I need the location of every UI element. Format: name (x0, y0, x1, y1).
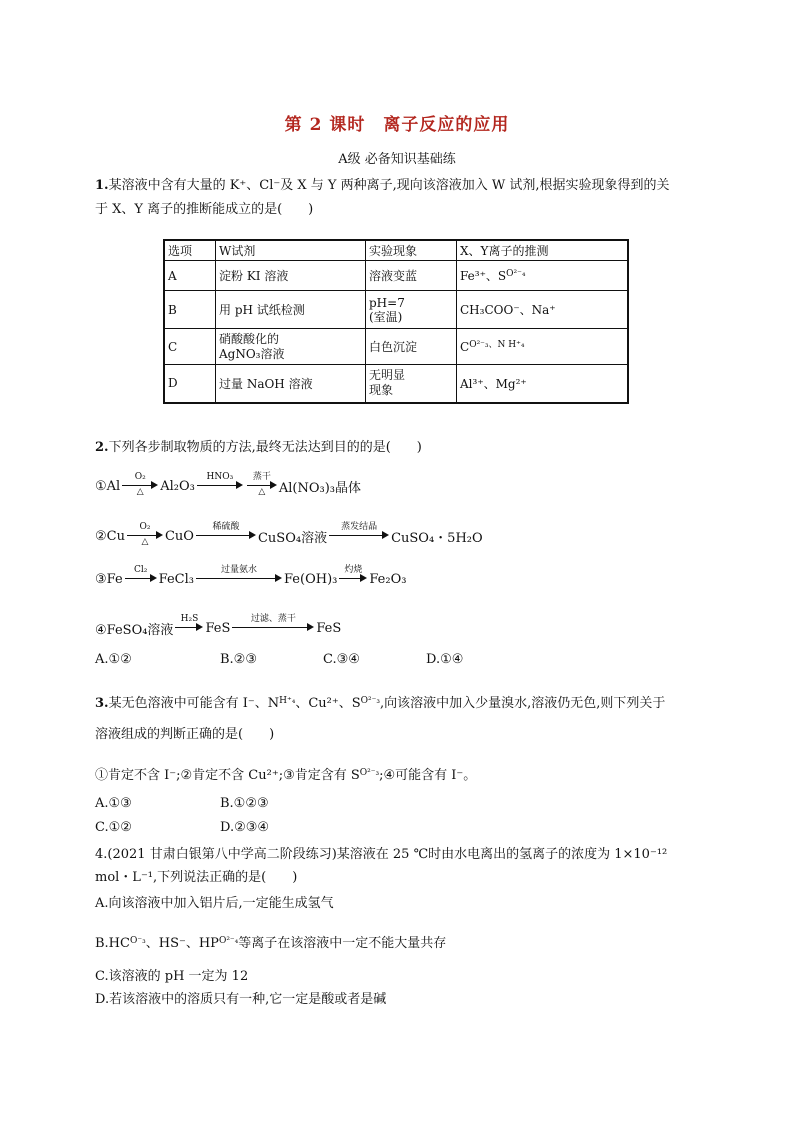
section-heading: A级 必备知识基础练 (338, 152, 456, 167)
arrow-icon (329, 522, 389, 550)
q3-number: 3. (95, 696, 109, 711)
table-cell: 白色沉淀 (366, 329, 457, 365)
table-cell: 用 pH 试纸检测 (216, 291, 366, 329)
q3-statements (95, 764, 476, 783)
ion-superscript: O²⁻₃、N H⁺₄ (469, 339, 525, 350)
table-row (164, 261, 628, 291)
ion-superscript: O²⁻₃ (359, 768, 380, 778)
table-cell: 硝酸酸化的 AgNO₃溶液 (216, 329, 366, 365)
arrow-icon (339, 565, 367, 593)
arrow-condition: Cl₂ (133, 565, 148, 575)
ion-superscript: O²⁻₄ (218, 936, 239, 946)
arrow-condition: 蒸干 (252, 472, 271, 482)
header-cell: 选项 (164, 240, 216, 261)
arrow-icon (122, 472, 158, 500)
table-row (164, 365, 628, 403)
arrow-condition: 稀硫酸 (212, 522, 240, 532)
q3-text: 、Cu²⁺、S (295, 696, 361, 711)
q3-statement-text: ;④可能含有 I⁻。 (379, 768, 477, 783)
ion-text: Fe³⁺、S (460, 269, 507, 283)
table-cell: 溶液变蓝 (366, 261, 457, 291)
arrow-icon (247, 472, 277, 500)
table-cell: pH=7 (室温) (366, 291, 457, 329)
q3-statement-text: ①肯定不含 I⁻;②肯定不含 Cu²⁺;③肯定含有 S (95, 768, 360, 783)
q4-option-text: 、HS⁻、HP (145, 936, 219, 951)
q3-choice-d: D.②③④ (220, 820, 270, 835)
arrow-condition: △ (258, 487, 266, 497)
table-cell: A (164, 261, 216, 291)
q4-option-c: C.该溶液的 pH 一定为 12 (95, 969, 249, 984)
table-cell: 淀粉 KI 溶液 (216, 261, 366, 291)
arrow-condition: 过量氨水 (220, 565, 257, 575)
q1-stem-line2: 于 X、Y 离子的推断能成立的是( ) (95, 202, 314, 217)
reaction-4 (95, 614, 341, 642)
arrow-icon (127, 522, 163, 550)
q2-choice-d: D.①④ (426, 652, 464, 667)
q4-option-a: A.向该溶液中加入铝片后,一定能生成氢气 (95, 896, 334, 911)
q3-stem-line2: 溶液组成的判断正确的是( ) (95, 727, 275, 742)
table-cell (457, 329, 629, 365)
q3-choice-c: C.①② (95, 820, 132, 835)
q4-option-text: 等离子在该溶液中一定不能大量共存 (238, 936, 447, 951)
product: CuSO₄・5H₂O (391, 530, 483, 546)
product: Fe₂O₃ (369, 571, 407, 587)
intermediate: Fe(OH)₃ (284, 571, 338, 587)
table-cell: 无明显 现象 (366, 365, 457, 403)
q2-stem (95, 436, 422, 455)
table-cell: CH₃COO⁻、Na⁺ (457, 291, 629, 329)
arrow-icon (232, 614, 314, 642)
intermediate: Al₂O₃ (160, 478, 195, 494)
q2-choice-b: B.②③ (220, 652, 257, 667)
q1-stem-text1: 某溶液中含有大量的 K⁺、Cl⁻及 X 与 Y 两种离子,现向该溶液加入 W 试剂,根据实验现象得到的关 (108, 178, 670, 193)
arrow-condition: △ (136, 487, 144, 497)
ion-superscript: O²⁻₄ (506, 269, 526, 279)
q1-stem-line1 (95, 174, 670, 193)
q3-text: 某无色溶液中可能含有 I⁻、N (108, 696, 280, 711)
header-cell: W试剂 (216, 240, 366, 261)
q4-stem-line2: mol・L⁻¹,下列说法正确的是( ) (95, 870, 298, 885)
q4-number: 4. (95, 847, 108, 862)
reactant: ①Al (95, 478, 121, 494)
q4-option-b (95, 932, 446, 951)
arrow-condition: 灼烧 (344, 565, 363, 575)
ion-superscript: O²⁻₃ (360, 696, 380, 706)
intermediate: FeCl₃ (158, 571, 194, 587)
table-cell: B (164, 291, 216, 329)
q4-option-d: D.若该溶液中的溶质只有一种,它一定是酸或者是碱 (95, 992, 387, 1007)
table-cell: Al³⁺、Mg²⁺ (457, 365, 629, 403)
q2-number: 2. (95, 440, 109, 455)
table-cell: D (164, 365, 216, 403)
arrow-icon (196, 565, 282, 593)
q4-option-text: B.HC (95, 936, 130, 951)
arrow-icon (175, 614, 203, 642)
intermediate: FeS (205, 620, 231, 636)
arrow-condition: O₂ (139, 522, 151, 532)
arrow-condition: O₂ (134, 472, 146, 482)
arrow-condition: 蒸发结晶 (341, 522, 378, 532)
arrow-condition: H₂S (180, 614, 199, 624)
q4-stem-line1 (95, 843, 667, 862)
q3-choice-a: A.①③ (95, 796, 132, 811)
table-row (164, 329, 628, 365)
q1-options-table (163, 239, 629, 404)
reaction-1 (95, 472, 361, 500)
arrow-condition: △ (141, 537, 149, 547)
q1-number: 1. (95, 178, 109, 193)
arrow-condition: 过滤、蒸干 (250, 614, 296, 624)
intermediate: CuO (164, 528, 194, 544)
header-cell: 实验现象 (366, 240, 457, 261)
arrow-icon (197, 472, 243, 500)
reactant: ②Cu (95, 528, 125, 544)
header-cell: X、Y离子的推测 (457, 240, 629, 261)
table-cell: 过量 NaOH 溶液 (216, 365, 366, 403)
intermediate: CuSO₄溶液 (257, 530, 328, 546)
arrow-condition: HNO₃ (206, 472, 234, 482)
q2-stem-text: 下列各步制取物质的方法,最终无法达到目的的是( ) (108, 440, 422, 455)
q3-choice-b: B.①②③ (220, 796, 269, 811)
q2-choice-a: A.①② (95, 652, 132, 667)
table-cell (457, 261, 629, 291)
q2-choice-c: C.③④ (323, 652, 360, 667)
product: Al(NO₃)₃晶体 (278, 480, 361, 496)
ion-text: C (460, 339, 470, 354)
reactant: ④FeSO₄溶液 (95, 622, 174, 638)
q3-stem-line1 (95, 692, 665, 711)
reactant: ③Fe (95, 571, 123, 587)
arrow-icon (196, 522, 256, 550)
q3-text: ,向该溶液中加入少量溴水,溶液仍无色,则下列关于 (379, 696, 666, 711)
reaction-3 (95, 565, 406, 593)
page-title: 第 2 课时 离子反应的应用 (284, 115, 510, 135)
product: FeS (316, 620, 342, 636)
ion-superscript: O⁻₃ (129, 936, 146, 946)
table-cell: C (164, 329, 216, 365)
q4-text: (2021 甘肃白银第八中学高二阶段练习)某溶液在 25 ℃时由水电离出的氢离子的浓度为 1×10⁻¹² (107, 847, 668, 862)
table-row (164, 291, 628, 329)
ion-superscript: H⁺₄ (279, 696, 296, 706)
reaction-2 (95, 522, 483, 550)
arrow-icon (125, 565, 157, 593)
table-header-row (164, 240, 628, 261)
